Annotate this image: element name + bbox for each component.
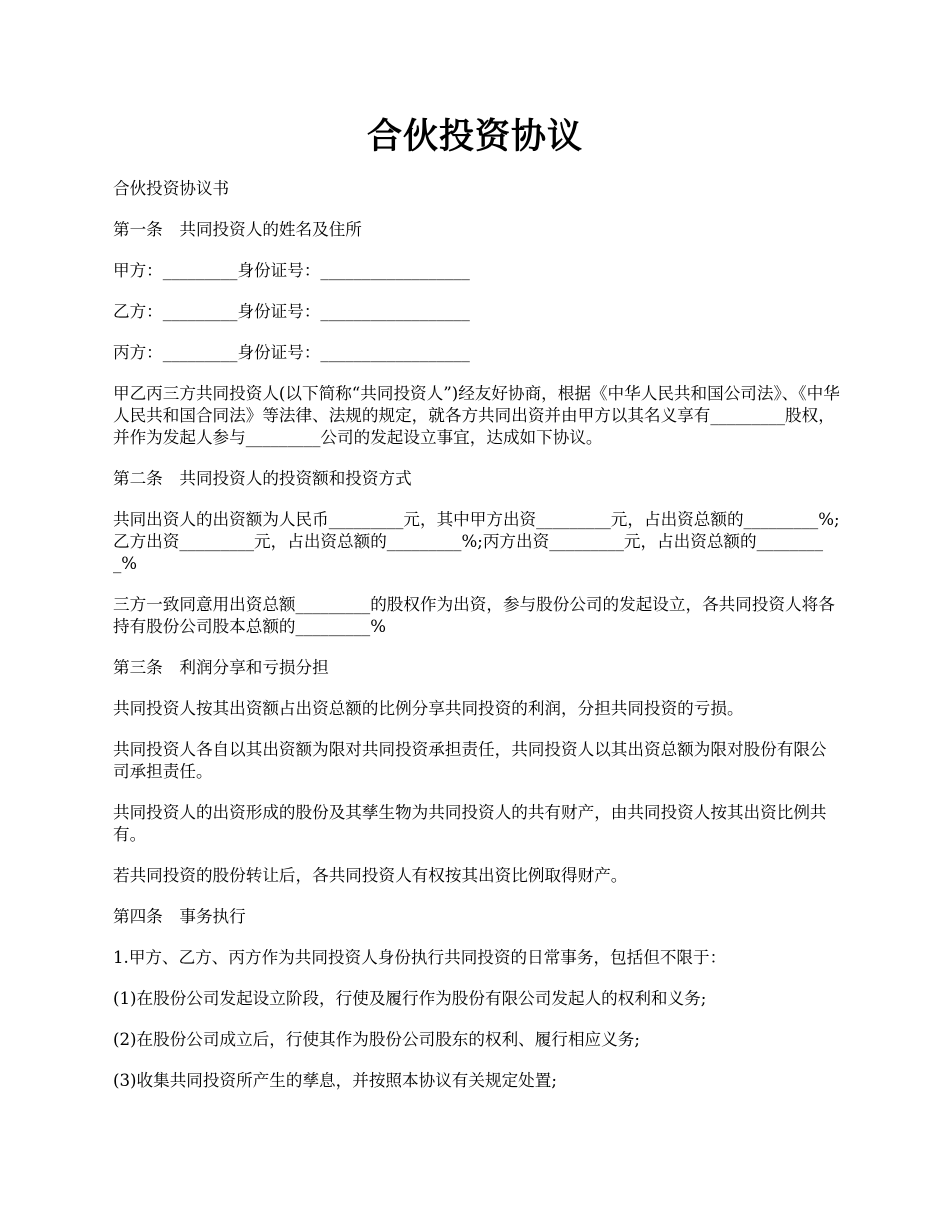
affairs-subitem-3: (3)收集共同投资所产生的孳息，并按照本协议有关规定处置; <box>113 1071 557 1090</box>
preamble-paragraph: 甲乙丙三方共同投资人(以下简称“共同投资人”)经友好协商，根据《中华人民共和国公司法》、《中华人民共和国合同法》等法律、法规的规定，就各方共同出资并由甲方以其名义享有_________股权，并作为发起人参与_________公司的发起设立事宜，达成如下协议。 <box>113 384 840 447</box>
investment-amount-paragraph: 共同出资人的出资额为人民币_________元，其中甲方出资_________元，占出资总额的_________%;乙方出资_________元，占出资总额的_________%;丙方出资_________元，占出资总额的_________% <box>113 510 840 573</box>
party-c-line: 丙方：_________身份证号：__________________ <box>113 343 470 362</box>
paragraph-subtitle: 合伙投资协议书 <box>113 179 230 198</box>
profit-sharing-paragraph: 共同投资人按其出资额占出资总额的比例分享共同投资的利润，分担共同投资的亏损。 <box>113 699 744 718</box>
party-b-line: 乙方：_________身份证号：__________________ <box>113 302 470 321</box>
party-a-line: 甲方：_________身份证号：__________________ <box>113 261 470 280</box>
affairs-subitem-2: (2)在股份公司成立后，行使其作为股份公司股东的权利、履行相应义务; <box>113 1030 640 1049</box>
article-3-heading: 第三条 利润分享和亏损分担 <box>113 658 329 677</box>
liability-paragraph: 共同投资人各自以其出资额为限对共同投资承担责任，共同投资人以其出资总额为限对股份有限公司承担责任。 <box>113 740 827 781</box>
article-1-heading: 第一条 共同投资人的姓名及住所 <box>113 220 362 239</box>
affairs-item-1: 1.甲方、乙方、丙方作为共同投资人身份执行共同投资的日常事务，包括但不限于： <box>113 948 727 967</box>
transfer-paragraph: 若共同投资的股份转让后，各共同投资人有权按其出资比例取得财产。 <box>113 866 628 885</box>
joint-property-paragraph: 共同投资人的出资形成的股份及其孳生物为共同投资人的共有财产，由共同投资人按其出资比例共有。 <box>113 803 827 844</box>
document-body <box>113 178 841 1111</box>
article-4-heading: 第四条 事务执行 <box>113 907 246 926</box>
document-title: 合伙投资协议 <box>366 116 583 157</box>
affairs-subitem-1: (1)在股份公司发起设立阶段，行使及履行作为股份有限公司发起人的权利和义务; <box>113 989 707 1008</box>
article-2-heading: 第二条 共同投资人的投资额和投资方式 <box>113 469 412 488</box>
equity-contribution-paragraph: 三方一致同意用出资总额_________的股权作为出资，参与股份公司的发起设立，各共同投资人将各持有股份公司股本总额的_________% <box>113 595 835 636</box>
